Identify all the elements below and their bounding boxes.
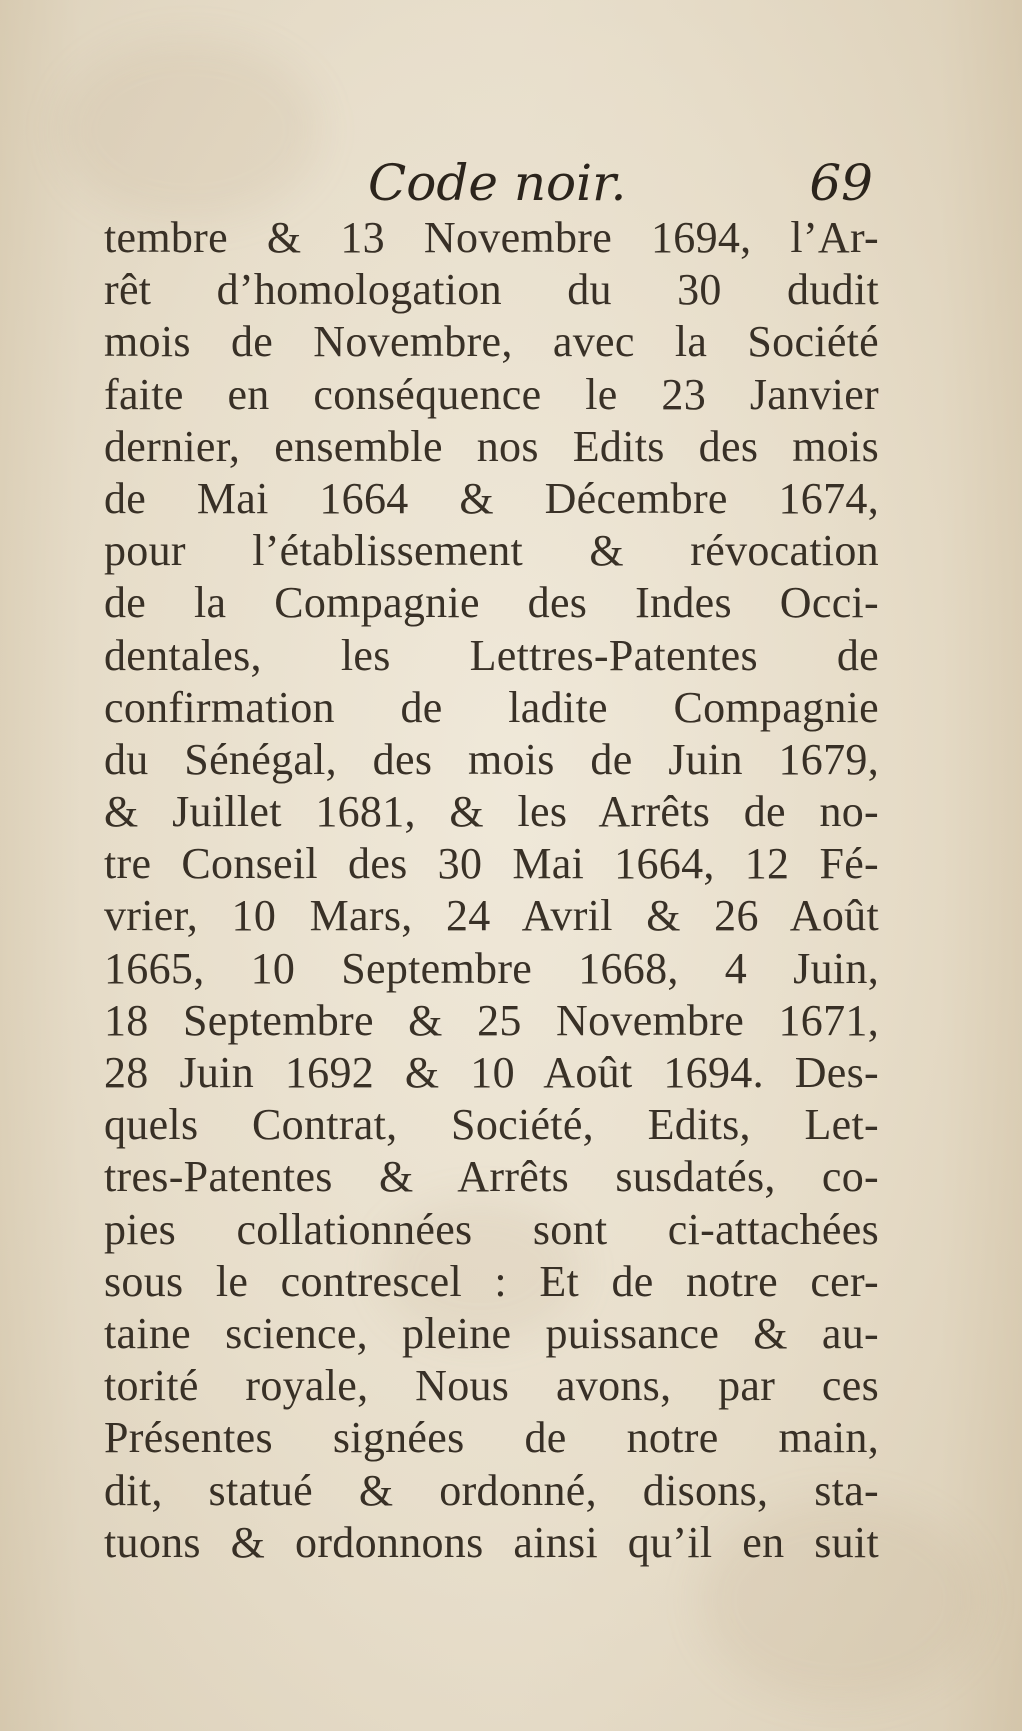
text-line: 1665, 10 Septembre 1668, 4 Juin, — [104, 943, 879, 993]
body-text — [104, 212, 879, 1569]
text-line: quels Contrat, Société, Edits, Let- — [104, 1100, 879, 1150]
text-line: tres-Patentes & Arrêts susdatés, co- — [104, 1152, 879, 1202]
running-title: Code noir. — [368, 154, 627, 212]
page-header — [108, 148, 873, 218]
text-line: tre Conseil des 30 Mai 1664, 12 Fé- — [104, 839, 879, 889]
text-line: torité royale, Nous avons, par ces — [104, 1361, 879, 1411]
text-line: dentales, les Lettres-Patentes de — [104, 630, 879, 680]
text-line: pies collationnées sont ci-attachées — [104, 1204, 879, 1254]
text-line: & Juillet 1681, & les Arrêts de no- — [104, 787, 879, 837]
text-line: mois de Novembre, avec la Société — [104, 317, 879, 367]
text-line: taine science, pleine puissance & au- — [104, 1308, 879, 1358]
text-line: 18 Septembre & 25 Novembre 1671, — [104, 995, 879, 1045]
text-line: sous le contrescel : Et de notre cer- — [104, 1256, 879, 1306]
text-line: du Sénégal, des mois de Juin 1679, — [104, 734, 879, 784]
text-line: confirmation de ladite Compagnie — [104, 682, 879, 732]
text-line: Présentes signées de notre main, — [104, 1413, 879, 1463]
text-line: vrier, 10 Mars, 24 Avril & 26 Août — [104, 891, 879, 941]
text-line: de la Compagnie des Indes Occi- — [104, 578, 879, 628]
text-line: tuons & ordonnons ainsi qu’il en suit — [104, 1517, 879, 1567]
text-line: faite en conséquence le 23 Janvier — [104, 369, 879, 419]
text-line: pour l’établissement & révocation — [104, 526, 879, 576]
text-line: de Mai 1664 & Décembre 1674, — [104, 473, 879, 523]
text-line: 28 Juin 1692 & 10 Août 1694. Des- — [104, 1048, 879, 1097]
text-line: rêt d’homologation du 30 dudit — [104, 265, 879, 315]
text-line: tembre & 13 Novembre 1694, l’Ar- — [104, 213, 879, 262]
text-line: dernier, ensemble nos Edits des mois — [104, 421, 879, 471]
text-line: dit, statué & ordonné, disons, sta- — [104, 1465, 879, 1515]
page-number: 69 — [809, 154, 873, 212]
